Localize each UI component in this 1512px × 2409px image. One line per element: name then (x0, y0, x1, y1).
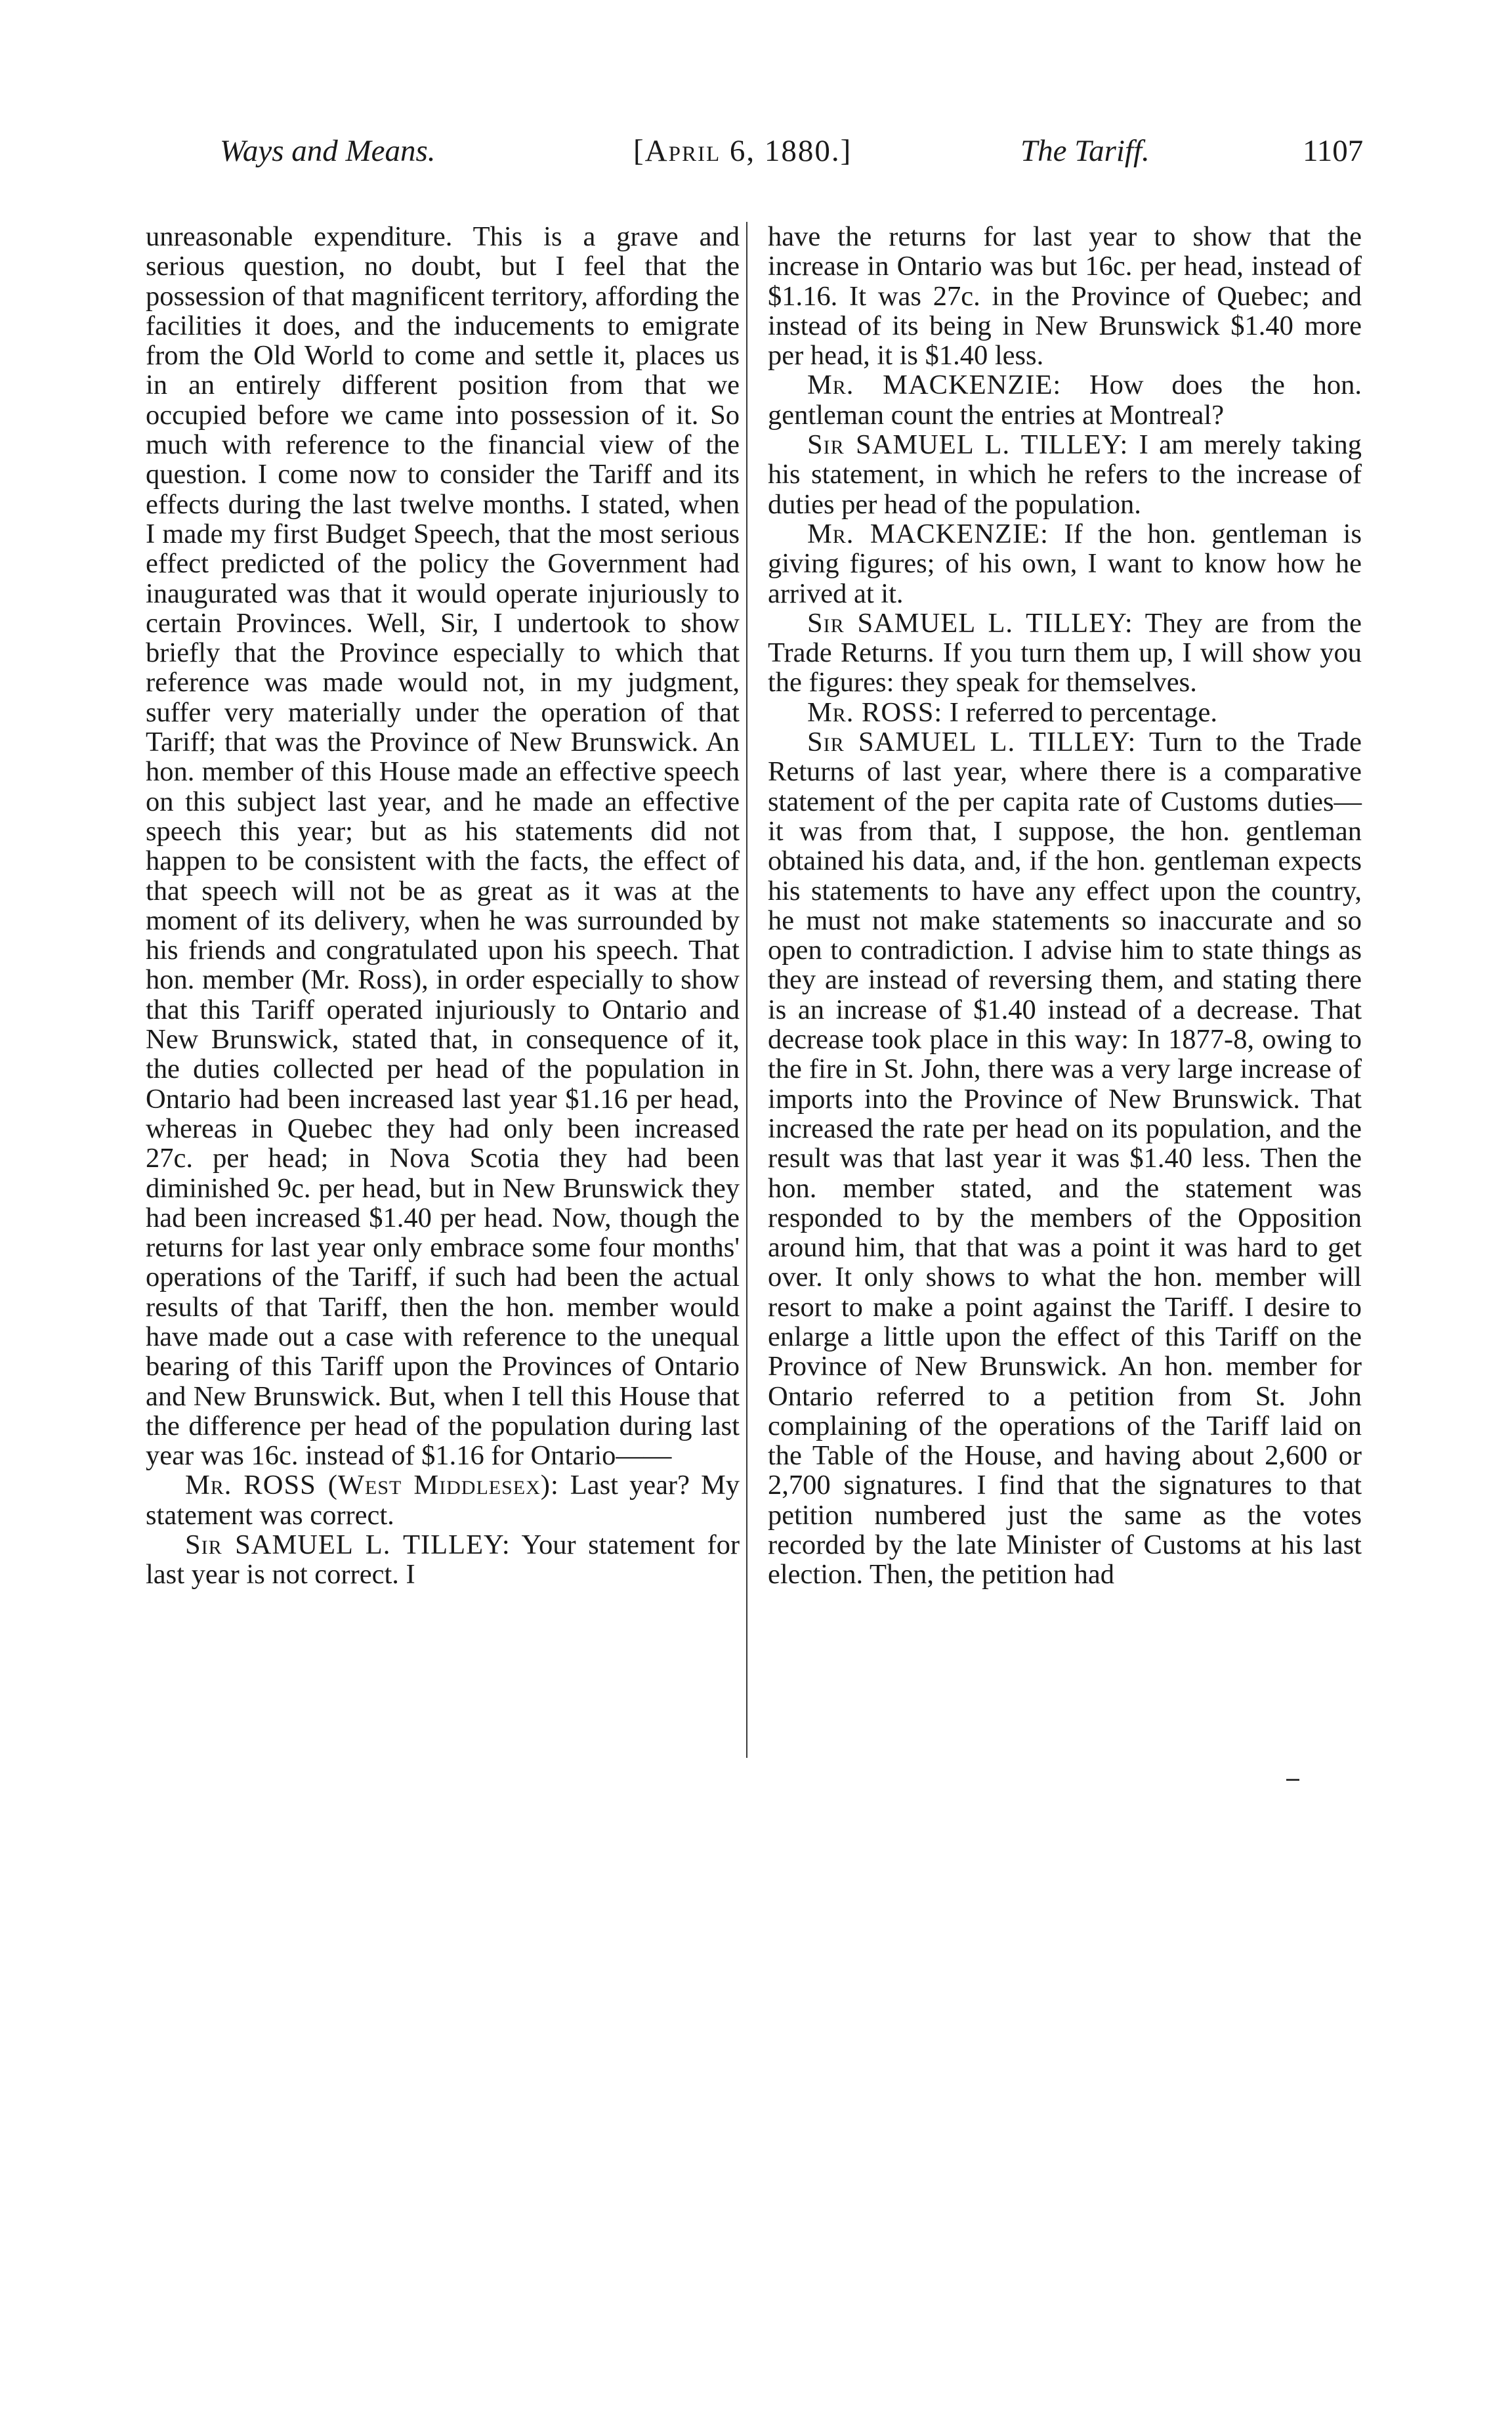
speaker-name: Sir SAMUEL L. TILLEY: (807, 429, 1129, 461)
paragraph (768, 370, 1362, 430)
paragraph-text: They are from the Trade Returns. If you turn them up, I will show you the figures: they speak for themselves. (768, 607, 1362, 698)
column-divider (746, 222, 747, 1758)
page-number: 1107 (1303, 134, 1364, 168)
header-section-title: Ways and Means. (220, 134, 436, 168)
print-mark (1286, 1779, 1299, 1781)
paragraph-text: have the returns for last year to show that the increase in Ontario was but 16c. per head, instead of $1.16. It was 27c. in the Province of Quebec; and instead of its being in New Brunswick $1.40 more per head, it is $1.40 less. (768, 221, 1362, 372)
paragraph-text: Your statement for last year is not correct. I (146, 1529, 740, 1590)
header-date: [April 6, 1880.] (633, 134, 852, 168)
paragraph-text: Last year? My statement was correct. (146, 1470, 740, 1531)
paragraph (768, 608, 1362, 698)
left-column (146, 222, 740, 1590)
paragraph (146, 222, 740, 1470)
speaker-name: Sir SAMUEL L. TILLEY: (807, 727, 1137, 758)
header-topic: The Tariff. (1020, 134, 1150, 168)
paragraph-text: How does the hon. gentleman count the entries at Montreal? (768, 370, 1362, 431)
paragraph (146, 1470, 740, 1530)
paragraph-text: I referred to percentage. (942, 696, 1217, 728)
paragraph (768, 222, 1362, 370)
paragraph-text: If the hon. gentleman is giving figures; of his own, I want to know how he arrived at it. (768, 518, 1362, 609)
speaker-name: Mr. ROSS: (807, 696, 943, 728)
speaker-name: Sir SAMUEL L. TILLEY: (185, 1529, 511, 1561)
paragraph-text: Turn to the Trade Returns of last year, where there is a comparative statement of the per capita rate of Customs duties—it was from that, I suppose, the hon. gentleman obtained his data, and, if the hon. gentleman expects his statements to have any effect upon the country, he must not make statements so inaccurate and so open to contradiction. I advise him to state things as they are instead of reversing them, and stating there is an increase of $1.40 instead of a decrease. That decrease took place in this way: In 1877-8, owing to the fire in St. John, there was a very large increase of imports into the Province of New Brunswick. That increased the rate per head on its population, and the result was that last year it was $1.40 less. Then the hon. member stated, and the statement was responded to by the members of the Opposition around him, that that was a point it was hard to get over. It only shows to what the hon. member will resort to make a point against the Tariff. I desire to enlarge a little upon the effect of this Tariff on the Province of New Brunswick. An hon. member for Ontario referred to a petition from St. John complaining of the operations of the Tariff laid on the Table of the House, and having about 2,600 or 2,700 signatures. I find that the signatures to that petition numbered just the same as the votes recorded by the late Minister of Customs at his last election. Then, the petition had (768, 727, 1362, 1590)
paragraph (768, 698, 1362, 727)
paragraph (768, 519, 1362, 608)
paragraph-text: unreasonable expenditure. This is a grave and serious question, no doubt, but I feel that the possession of that magnificent territory, affording the facilities it does, and the inducements to emigrate from the Old World to come and settle it, places us in an entirely different position from that we occupied before we came into possession of it. So much with reference to the financial view of the question. I come now to consider the Tariff and its effects during the last twelve months. I stated, when I made my first Budget Speech, that the most serious effect predicted of the policy the Government had inaugurated was that it would operate injuriously to certain Provinces. Well, Sir, I undertook to show briefly that the Province especially to which that reference was made would not, in my judgment, suffer very materially under the operation of that Tariff; that was the Province of New Brunswick. An hon. member of this House made an effective speech on this subject last year, and he made an effective speech this year; but as his statements did not happen to be consistent with the facts, the effect of that speech will not be as great as it was at the moment of its delivery, when he was surrounded by his friends and congratulated upon his speech. That hon. member (Mr. Ross), in order especially to show that this Tariff operated injuriously to Ontario and New Brunswick, stated that, in consequence of it, the duties collected per head of the population in Ontario had been increased last year $1.16 per head, whereas in Quebec they had only been increased 27c. per head; in Nova Scotia they had been diminished 9c. per head, but in New Brunswick they had been increased $1.40 per head. Now, though the returns for last year only embrace some four months' operations of the Tariff, if such had been the actual results of that Tariff, then the hon. member would have made out a case with reference to the unequal bearing of this Tariff upon the Provinces of Ontario and New Brunswick. But, when I tell this House that the difference per head of the population during last year was 16c. instead of $1.16 for Ontario—— (146, 221, 740, 1472)
speaker-name: Sir SAMUEL L. TILLEY: (807, 607, 1133, 639)
paragraph (768, 430, 1362, 519)
running-header (220, 125, 1372, 177)
paragraph (768, 727, 1362, 1590)
speaker-name: Mr. MACKENZIE: (807, 370, 1062, 401)
speaker-name: Mr. MACKENZIE: (807, 518, 1049, 549)
paragraph-text: I am merely taking his statement, in which he refers to the increase of duties per head of the population. (768, 429, 1362, 520)
speaker-name: Mr. ROSS (West Middlesex): (185, 1470, 559, 1501)
paragraph (146, 1530, 740, 1590)
right-column (768, 222, 1362, 1590)
